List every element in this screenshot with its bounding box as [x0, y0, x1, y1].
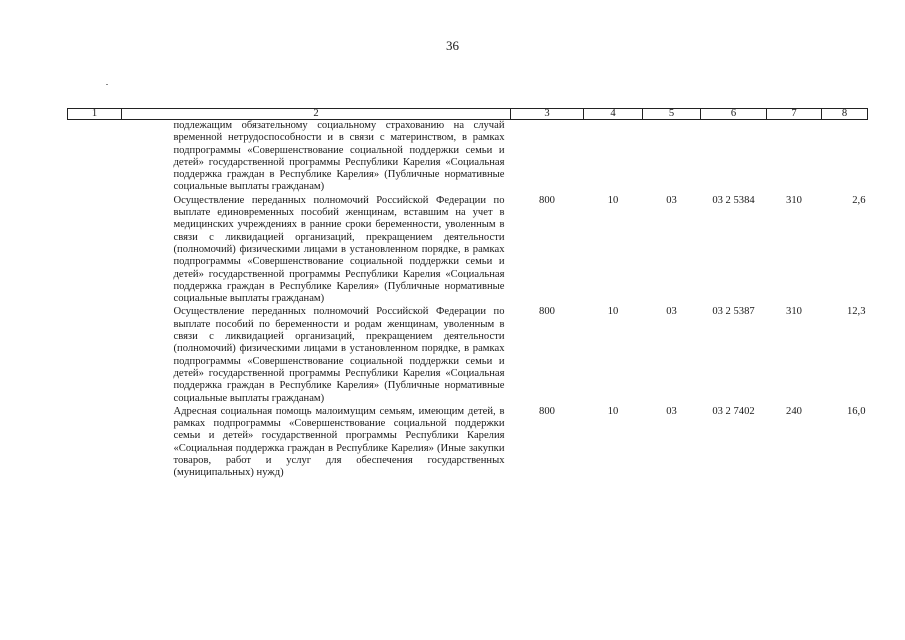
header-col-3: 3: [511, 109, 584, 120]
scan-speck: [106, 84, 108, 85]
table-header: [68, 109, 868, 120]
cell-col-7: 310: [786, 306, 802, 318]
table-row: [68, 195, 868, 307]
table-row: [68, 306, 868, 405]
header-col-8: 8: [822, 109, 868, 120]
cell-col-7: 240: [786, 405, 802, 417]
row-description: Осуществление переданных полномочий Российской Федерации по выплате пособий по беременности и родам женщинам, уволенным в связи с ликвидацией организаций, прекращением деятельности (полномочий) физическими лицами в установленном порядке, в рамках подпрограммы «Совершенствование социальной поддержки семьи и детей» государственной программы Республики Карелия «Социальная поддержка граждан в Республике Карелия» (Публичные нормативные социальные выплаты гражданам): [173, 306, 505, 404]
header-col-7: 7: [767, 109, 822, 120]
cell-col-3: 800: [539, 405, 555, 417]
cell-col-4: [584, 120, 643, 195]
cell-col-8: 2,6: [852, 194, 866, 206]
cell-col-4: 10: [607, 405, 619, 417]
table-row: [68, 120, 868, 195]
row-description: Осуществление переданных полномочий Российской Федерации по выплате единовременных пособий женщинам, вставшим на учет в медицинских учреждениях в ранние сроки беременности, уволенным в связи с ликвидацией организаций, прекращением деятельности (полномочий) физическими лицами в установленном порядке, в рамках подпрограммы «Совершенствование социальной поддержки семьи и детей» государственной программы Республики Карелия «Социальная поддержка граждан в Республике Карелия» (Публичные нормативные социальные выплаты гражданам): [173, 194, 505, 305]
header-col-6: 6: [701, 109, 767, 120]
cell-col-5: 03: [666, 306, 677, 318]
header-col-2: 2: [122, 109, 511, 120]
row-description: подлежащим обязательному социальному страхованию на случай временной нетрудоспособности и в связи с материнством, в рамках подпрограммы «Совершенствование социальной поддержки семьи и детей» государственной программы Республики Карелия «Социальная поддержка граждан в Республике Карелия» (Публичные нормативные социальные выплаты гражданам): [173, 120, 505, 193]
budget-table: [67, 108, 868, 481]
cell-col-6: 03 2 5384: [712, 194, 755, 206]
header-col-1: 1: [68, 109, 122, 120]
cell-col-6: 03 2 7402: [712, 405, 755, 417]
cell-col-8: 16,0: [846, 405, 866, 417]
cell-col-5: [643, 120, 701, 195]
cell-col-3: 800: [539, 194, 555, 206]
cell-col-4: 10: [607, 306, 619, 318]
cell-col-5: 03: [666, 405, 677, 417]
row-description: Адресная социальная помощь малоимущим семьям, имеющим детей, в рамках подпрограммы «Совершенствование социальной поддержки семьи и детей» государственной программы Республики Карелия «Социальная поддержка граждан в Республике Карелия» (Иные закупки товаров, работ и услуг для обеспечения государственных (муниципальных) нужд): [173, 405, 505, 479]
cell-col-7: [767, 120, 822, 195]
cell-col-6: [701, 120, 767, 195]
header-col-4: 4: [584, 109, 643, 120]
cell-col-3: [511, 120, 584, 195]
page-number: 36: [446, 38, 459, 53]
cell-col-4: 10: [607, 194, 619, 206]
cell-col-5: 03: [666, 194, 677, 206]
cell-col-6: 03 2 5387: [712, 306, 755, 318]
cell-col-7: 310: [786, 194, 802, 206]
header-col-5: 5: [643, 109, 701, 120]
table-row: [68, 406, 868, 481]
cell-col-8: [822, 120, 868, 195]
cell-col-8: 12,3: [846, 306, 866, 318]
cell-col-3: 800: [539, 306, 555, 318]
